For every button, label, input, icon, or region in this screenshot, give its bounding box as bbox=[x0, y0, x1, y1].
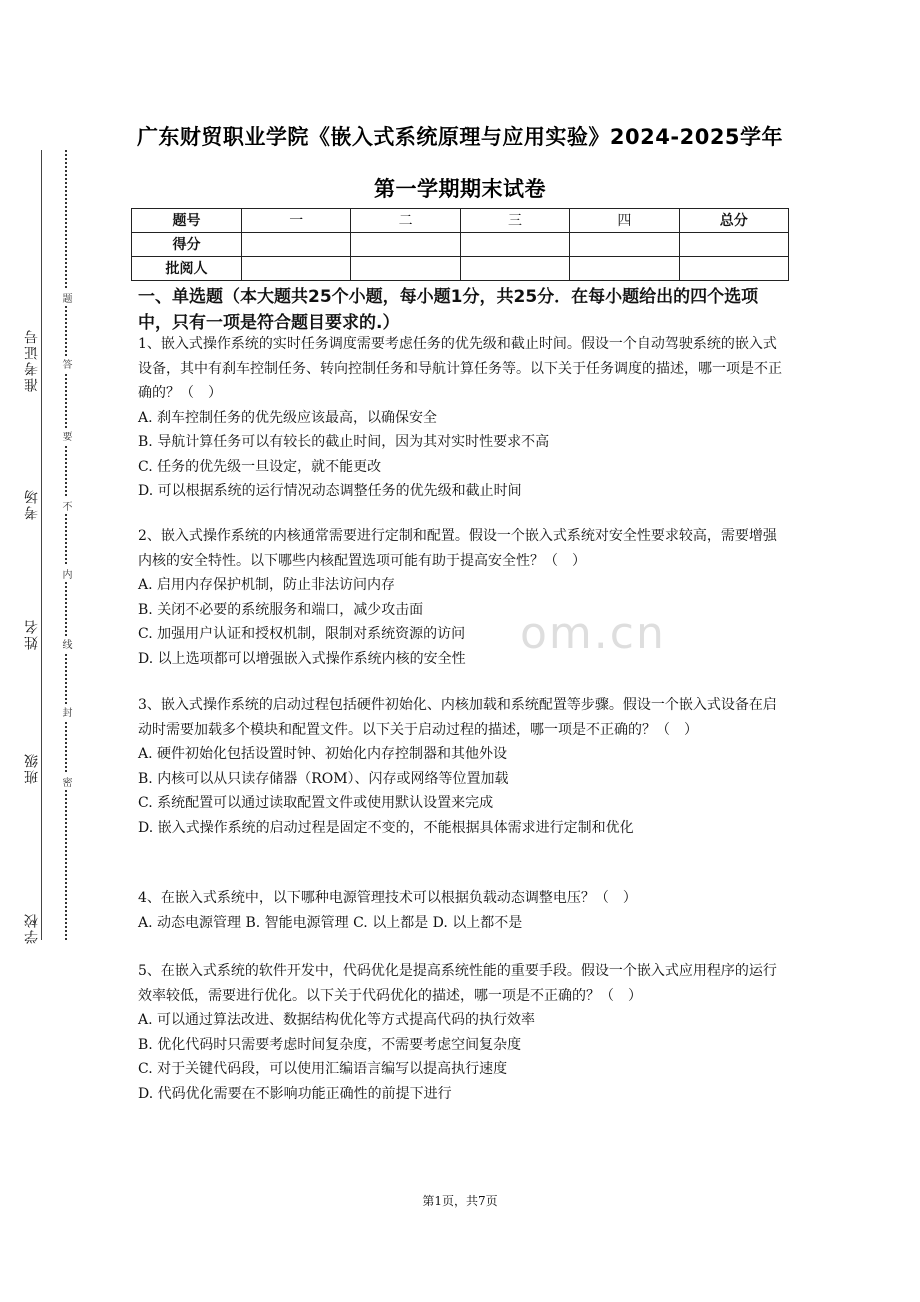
options-inline: A. 动态电源管理 B. 智能电源管理 C. 以上都是 D. 以上都不是 bbox=[138, 914, 523, 931]
question-5 bbox=[138, 959, 788, 1106]
score-table-row bbox=[132, 257, 789, 281]
option-b: B. 优化代码时只需要考虑时间复杂度，不需要考虑空间复杂度 bbox=[138, 1036, 522, 1053]
score-cell[interactable] bbox=[679, 257, 788, 281]
option-a: A. 硬件初始化包括设置时钟、初始化内存控制器和其他外设 bbox=[138, 746, 508, 762]
question-1 bbox=[138, 332, 788, 504]
question-3 bbox=[138, 693, 788, 840]
page-footer: 第1页，共7页 bbox=[422, 1194, 498, 1208]
score-table bbox=[131, 208, 789, 281]
section-heading: 一、单选题（本大题共25个小题，每小题1分，共25分．在每小题给出的四个选项中，只有一项是符合题目要求的.） bbox=[138, 287, 759, 333]
score-row-label: 得分 bbox=[132, 233, 242, 257]
binding-label-exam-number: 准考证号 bbox=[24, 328, 40, 392]
binding-label-name: 姓名 bbox=[24, 618, 40, 650]
option-d: D. 以上选项都可以增强嵌入式操作系统内核的安全性 bbox=[138, 650, 466, 667]
option-c: C. 加强用户认证和授权机制，限制对系统资源的访问 bbox=[138, 626, 466, 642]
score-row-label: 批阅人 bbox=[132, 257, 242, 281]
seal-char: 线 bbox=[58, 636, 73, 652]
question-2 bbox=[138, 524, 788, 671]
option-d: D. 代码优化需要在不影响功能正确性的前提下进行 bbox=[138, 1085, 452, 1102]
option-b: B. 内核可以从只读存储器（ROM）、闪存或网络等位置加载 bbox=[138, 770, 509, 787]
option-d: D. 可以根据系统的运行情况动态调整任务的优先级和截止时间 bbox=[138, 483, 522, 499]
question-stem: 4、在嵌入式系统中，以下哪种电源管理技术可以根据负载动态调整电压？（ ） bbox=[138, 890, 637, 906]
score-cell[interactable] bbox=[679, 233, 788, 257]
score-cell[interactable] bbox=[460, 257, 569, 281]
score-cell[interactable] bbox=[570, 257, 679, 281]
question-stem: 5、在嵌入式系统的软件开发中，代码优化是提高系统性能的重要手段。假设一个嵌入式应用程序的运行效率较低，需要进行优化。以下关于代码优化的描述，哪一项是不正确的？（ ） bbox=[138, 963, 777, 1004]
score-header-cell: 四 bbox=[570, 209, 679, 233]
seal-char: 封 bbox=[58, 704, 73, 720]
question-stem: 2、嵌入式操作系统的内核通常需要进行定制和配置。假设一个嵌入式系统对安全性要求较高，需要增强内核的安全特性。以下哪些内核配置选项可能有助于提高安全性？（ ） bbox=[138, 528, 777, 569]
score-cell[interactable] bbox=[570, 233, 679, 257]
exam-title-line2: 第一学期期末试卷 bbox=[374, 177, 546, 201]
option-a: A. 启用内存保护机制，防止非法访问内存 bbox=[138, 577, 396, 593]
score-cell[interactable] bbox=[460, 233, 569, 257]
score-cell[interactable] bbox=[351, 257, 460, 281]
watermark: om.cn bbox=[520, 608, 666, 659]
binding-solid-line bbox=[41, 150, 42, 940]
question-stem: 1、嵌入式操作系统的实时任务调度需要考虑任务的优先级和截止时间。假设一个自动驾驶系统的嵌入式设备，其中有刹车控制任务、转向控制任务和导航计算任务等。以下关于任务调度的描述，哪一项是不正确的？（ ） bbox=[138, 336, 782, 401]
score-cell[interactable] bbox=[242, 257, 351, 281]
score-table-row bbox=[132, 233, 789, 257]
score-header-cell: 二 bbox=[351, 209, 460, 233]
seal-char: 要 bbox=[58, 428, 73, 444]
score-header-cell: 一 bbox=[242, 209, 351, 233]
seal-char: 不 bbox=[58, 498, 73, 514]
score-header-cell: 三 bbox=[460, 209, 569, 233]
question-stem: 3、嵌入式操作系统的启动过程包括硬件初始化、内核加载和系统配置等步骤。假设一个嵌入式设备在启动时需要加载多个模块和配置文件。以下关于启动过程的描述，哪一项是不正确的？（ ） bbox=[138, 697, 777, 738]
binding-label-exam-room: 考场 bbox=[24, 488, 40, 520]
option-b: B. 导航计算任务可以有较长的截止时间，因为其对实时性要求不高 bbox=[138, 434, 550, 450]
score-cell[interactable] bbox=[351, 233, 460, 257]
binding-dotted-line bbox=[65, 150, 67, 940]
option-c: C. 任务的优先级一旦设定，就不能更改 bbox=[138, 458, 382, 475]
option-a: A. 可以通过算法改进、数据结构优化等方式提高代码的执行效率 bbox=[138, 1012, 536, 1028]
score-header-cell: 总分 bbox=[679, 209, 788, 233]
option-b: B. 关闭不必要的系统服务和端口，减少攻击面 bbox=[138, 601, 424, 618]
score-header-cell: 题号 bbox=[132, 209, 242, 233]
option-a: A. 刹车控制任务的优先级应该最高，以确保安全 bbox=[138, 409, 438, 426]
seal-char: 密 bbox=[58, 774, 73, 790]
seal-char: 答 bbox=[58, 356, 73, 372]
option-c: C. 系统配置可以通过读取配置文件或使用默认设置来完成 bbox=[138, 795, 494, 811]
option-c: C. 对于关键代码段，可以使用汇编语言编写以提高执行速度 bbox=[138, 1061, 508, 1077]
option-d: D. 嵌入式操作系统的启动过程是固定不变的，不能根据具体需求进行定制和优化 bbox=[138, 819, 634, 836]
binding-label-class: 班级 bbox=[24, 752, 40, 784]
score-cell[interactable] bbox=[242, 233, 351, 257]
question-4 bbox=[138, 886, 788, 935]
seal-char: 题 bbox=[58, 290, 73, 306]
exam-title-line1: 广东财贸职业学院《嵌入式系统原理与应用实验》2024-2025学年 bbox=[136, 125, 784, 149]
score-table-header-row bbox=[132, 209, 789, 233]
binding-label-school: 学校 bbox=[24, 912, 40, 944]
seal-char: 内 bbox=[58, 566, 73, 582]
